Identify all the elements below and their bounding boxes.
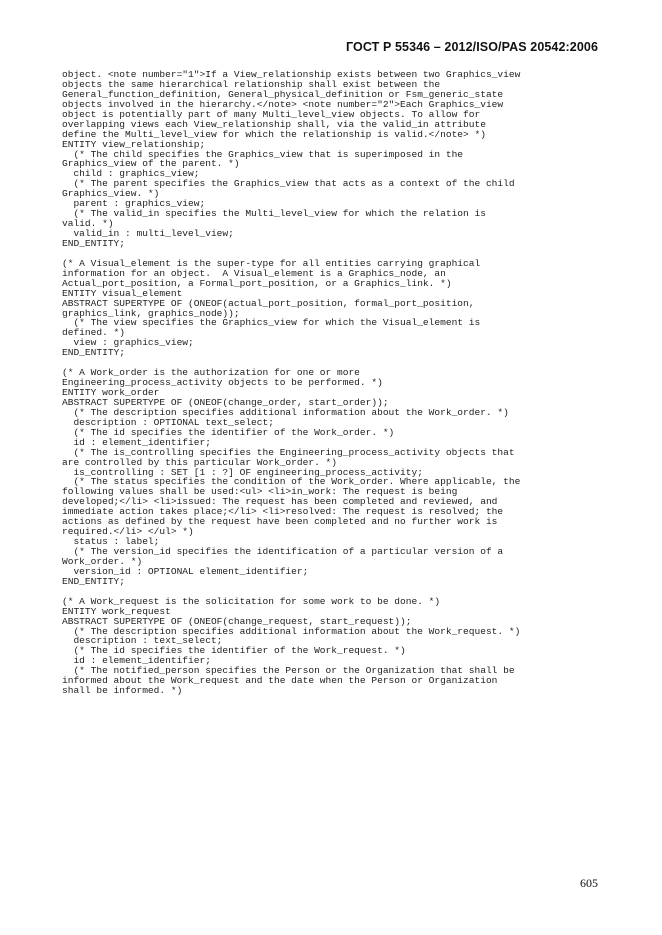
- code-line: object. <note number="1">If a View_relationship exists between two Graphics_view: [62, 69, 521, 80]
- code-line: (* The is_controlling specifies the Engineering_process_activity objects that: [62, 446, 515, 458]
- code-line: valid_in : multi_level_view;: [62, 228, 234, 239]
- code-line: informed about the Work_request and the date when the Person or Organization: [62, 675, 498, 687]
- code-line: Graphics_view of the parent. *): [62, 158, 240, 170]
- code-line: END_ENTITY;: [62, 347, 126, 359]
- code-line: shall be informed. *): [62, 685, 183, 697]
- code-line: (* A Visual_element is the super-type for all entities carrying graphical: [62, 257, 481, 269]
- code-line: Work_order. *): [62, 555, 143, 567]
- code-line: information for an object. A Visual_element is a Graphics_node, an: [62, 267, 446, 279]
- code-line: ABSTRACT SUPERTYPE OF (ONEOF(actual_port_position, formal_port_position,: [62, 297, 475, 309]
- code-line: view : graphics_view;: [62, 337, 194, 349]
- code-line: (* The view specifies the Graphics_view for which the Visual_element is: [62, 317, 481, 329]
- code-line: developed;</li> <li>issued: The request has been completed and reviewed, and: [62, 496, 498, 508]
- code-line: following values shall be used:<ul> <li>in_work: The request is being: [62, 486, 458, 498]
- code-line: define the Multi_level_view for which the relationship is valid.</note> *): [62, 128, 486, 140]
- code-line: objects the same hierarchical relationship shall exist between the: [62, 78, 441, 90]
- code-line: objects involved in the hierarchy.</note> <note number="2">Each Graphics_view: [62, 98, 504, 110]
- code-line: valid. *): [62, 218, 114, 230]
- code-line: (* The notified_person specifies the Person or the Organization that shall be: [62, 665, 515, 677]
- code-line: parent : graphics_view;: [62, 198, 206, 210]
- code-line: (* The parent specifies the Graphics_view that acts as a context of the child: [62, 178, 515, 190]
- code-line: (* The description specifies additional information about the Work_order. *): [62, 406, 509, 418]
- code-line: graphics_link, graphics_node));: [62, 307, 240, 319]
- code-line: ENTITY view_relationship;: [62, 138, 206, 150]
- code-line: (* The id specifies the identifier of the Work_request. *): [62, 645, 406, 657]
- code-line: END_ENTITY;: [62, 237, 126, 249]
- code-line: overlapping views each View_relationship shall, via the valid_in attribute: [62, 118, 486, 130]
- code-line: (* The description specifies additional information about the Work_request. *): [62, 625, 521, 637]
- page-number: 605: [580, 876, 598, 890]
- code-line: are controlled by this particular Work_order. *): [62, 456, 337, 468]
- code-line: description : OPTIONAL text_select;: [62, 416, 274, 428]
- code-line: defined. *): [62, 327, 126, 339]
- code-line: required.</li> </ul> *): [62, 526, 194, 538]
- express-code-listing: [62, 70, 602, 696]
- code-line: is_controlling : SET [1 : ?] OF engineering_process_activity;: [62, 466, 423, 478]
- code-line: (* The id specifies the identifier of the Work_order. *): [62, 426, 395, 438]
- code-line: Engineering_process_activity objects to be performed. *): [62, 377, 383, 389]
- code-line: immediate action takes place;</li> <li>resolved: The request is resolved; the: [62, 506, 504, 518]
- code-line: version_id : OPTIONAL element_identifier;: [62, 565, 309, 577]
- code-line: object is potentially part of many Multi_level_view objects. To allow for: [62, 108, 481, 120]
- code-line: (* A Work_request is the solicitation for some work to be done. *): [62, 595, 441, 607]
- code-line: (* The valid_in specifies the Multi_level_view for which the relation is: [62, 208, 486, 220]
- code-line: actions as defined by the request have been completed and no further work is: [62, 516, 498, 528]
- code-line: id : element_identifier;: [62, 436, 211, 448]
- code-line: ENTITY work_order: [62, 387, 160, 398]
- code-line: (* The status specifies the condition of the Work_order. Where applicable, the: [62, 476, 521, 488]
- code-line: ENTITY visual_element: [62, 287, 183, 299]
- code-line: END_ENTITY;: [62, 575, 126, 587]
- code-line: ABSTRACT SUPERTYPE OF (ONEOF(change_order, start_order));: [62, 396, 389, 408]
- document-header: ГОСТ Р 55346 – 2012/ISO/PAS 20542:2006: [346, 40, 598, 54]
- code-line: description : text_select;: [62, 635, 223, 647]
- code-line: (* A Work_order is the authorization for one or more: [62, 367, 360, 379]
- code-line: (* The version_id specifies the identification of a particular version of a: [62, 546, 504, 557]
- code-line: child : graphics_view;: [62, 168, 200, 180]
- code-line: ABSTRACT SUPERTYPE OF (ONEOF(change_request, start_request));: [62, 615, 412, 627]
- code-line: Actual_port_position, a Formal_port_position, or a Graphics_link. *): [62, 277, 452, 289]
- code-line: (* The child specifies the Graphics_view that is superimposed in the: [62, 148, 464, 160]
- code-line: status : label;: [62, 536, 160, 548]
- code-line: General_function_definition, General_physical_definition or Fsm_generic_state: [62, 88, 504, 100]
- code-line: id : element_identifier;: [62, 655, 211, 667]
- code-line: ENTITY work_request: [62, 605, 171, 617]
- code-line: Graphics_view. *): [62, 188, 160, 200]
